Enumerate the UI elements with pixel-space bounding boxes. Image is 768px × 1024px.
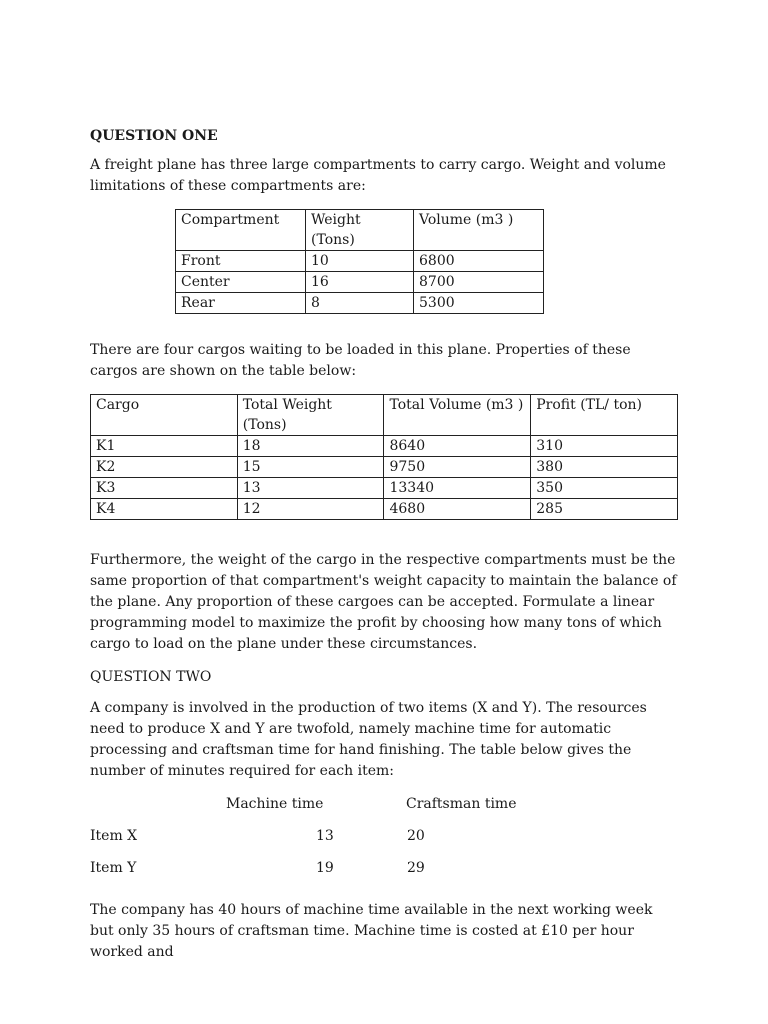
table-row	[176, 272, 544, 293]
table-cell: 16	[306, 272, 414, 293]
table-header-cell: Volume (m3 )	[414, 210, 544, 251]
table-cell: K1	[91, 436, 238, 457]
craftsman-time-header: Craftsman time	[406, 796, 517, 812]
table-header-row	[91, 395, 678, 436]
question-one-title: QUESTION ONE	[90, 128, 218, 144]
cargo-table	[90, 394, 678, 520]
table-row	[91, 436, 678, 457]
item-x-machine: 13	[316, 828, 334, 844]
table-cell: 8	[306, 293, 414, 314]
table-header-row	[176, 210, 544, 251]
table-cell: 350	[531, 478, 678, 499]
table-row	[176, 293, 544, 314]
item-x-craftsman: 20	[407, 828, 425, 844]
question-one-intro: A freight plane has three large compartments to carry cargo. Weight and volume limitations of these compartments are:	[90, 157, 666, 194]
table-cell: 15	[237, 457, 384, 478]
table-cell: 4680	[384, 499, 531, 520]
item-y-craftsman: 29	[407, 860, 425, 876]
table-cell: 9750	[384, 457, 531, 478]
table-cell: Front	[176, 251, 306, 272]
table-header-cell: Total Volume (m3 )	[384, 395, 531, 436]
table-row	[91, 457, 678, 478]
table-cell: 380	[531, 457, 678, 478]
table-cell: 13	[237, 478, 384, 499]
table-header-cell: Total Weight (Tons)	[237, 395, 384, 436]
table-cell: 13340	[384, 478, 531, 499]
table-cell: Center	[176, 272, 306, 293]
table-row	[91, 499, 678, 520]
question-one-paragraph-3: Furthermore, the weight of the cargo in the respective compartments must be the same proportion of that compartment's weight capacity to maintain the balance of the plane. Any proportion of these cargoes can be accepted. Formulate a linear programming model to maximize the profit by choosing how many tons of which cargo to load on the plane under these circumstances.	[90, 552, 677, 652]
item-x-label: Item X	[90, 828, 138, 844]
question-one-paragraph-2: There are four cargos waiting to be loaded in this plane. Properties of these cargos are shown on the table below:	[90, 342, 631, 379]
table-row	[176, 251, 544, 272]
table-header-cell: Weight (Tons)	[306, 210, 414, 251]
table-cell: 310	[531, 436, 678, 457]
table-cell: K4	[91, 499, 238, 520]
item-y-machine: 19	[316, 860, 334, 876]
compartment-table	[175, 209, 544, 314]
table-row	[91, 478, 678, 499]
table-header-cell: Compartment	[176, 210, 306, 251]
table-cell: 5300	[414, 293, 544, 314]
table-cell: Rear	[176, 293, 306, 314]
question-two-paragraph-2: The company has 40 hours of machine time available in the next working week but only 35 hours of craftsman time. Machine time is costed at £10 per hour worked and	[90, 902, 653, 960]
table-cell: K3	[91, 478, 238, 499]
table-cell: K2	[91, 457, 238, 478]
minutes-table	[90, 794, 680, 892]
table-header-cell: Cargo	[91, 395, 238, 436]
table-cell: 12	[237, 499, 384, 520]
table-cell: 8700	[414, 272, 544, 293]
table-cell: 6800	[414, 251, 544, 272]
table-cell: 285	[531, 499, 678, 520]
question-two-intro: A company is involved in the production of two items (X and Y). The resources need to produce X and Y are twofold, namely machine time for automatic processing and craftsman time for hand finishing. The table below gives the number of minutes required for each item:	[90, 700, 647, 779]
table-cell: 18	[237, 436, 384, 457]
table-header-cell: Profit (TL/ ton)	[531, 395, 678, 436]
document-page	[90, 126, 680, 975]
table-cell: 8640	[384, 436, 531, 457]
item-y-label: Item Y	[90, 860, 137, 876]
table-cell: 10	[306, 251, 414, 272]
question-two-title: QUESTION TWO	[90, 669, 212, 685]
machine-time-header: Machine time	[226, 796, 324, 812]
